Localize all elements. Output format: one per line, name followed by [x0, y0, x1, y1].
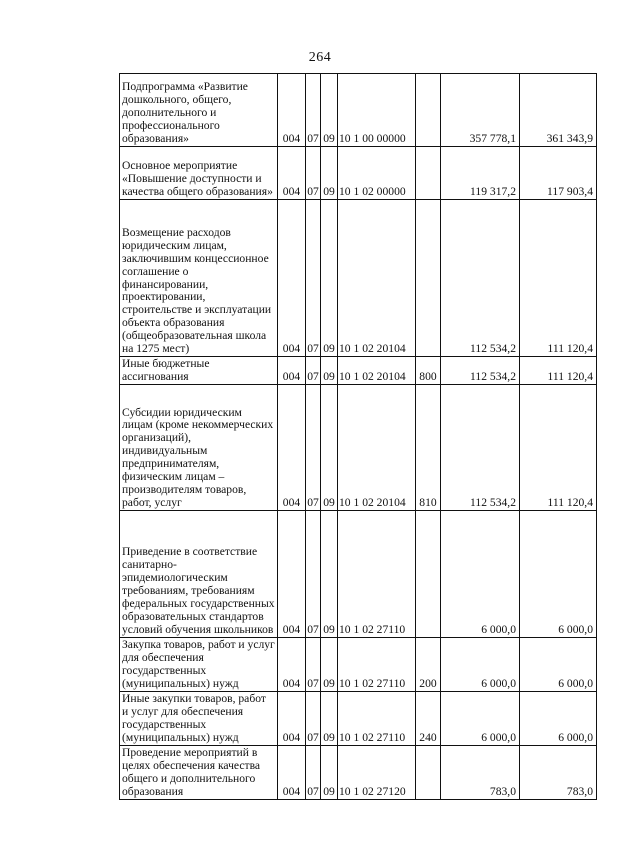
ministry-code-cell: 004 — [278, 74, 306, 147]
target-article-cell: 10 1 02 20104 — [338, 200, 416, 357]
expense-type-cell — [416, 200, 441, 357]
expense-type-cell — [416, 74, 441, 147]
expense-type-cell: 200 — [416, 637, 441, 691]
ministry-code-cell: 004 — [278, 384, 306, 510]
row-name-cell: Иные закупки товаров, работ и услуг для обеспечения государственных (муниципальных) нужд — [120, 691, 278, 745]
amount-year-2-cell: 6 000,0 — [520, 691, 597, 745]
target-article-cell: 10 1 00 00000 — [338, 74, 416, 147]
row-name-cell: Иные бюджетные ассигнования — [120, 357, 278, 385]
subsection-code-cell: 09 — [321, 74, 338, 147]
row-name-cell: Проведение мероприятий в целях обеспечения качества общего и дополнительного образования — [120, 745, 278, 799]
table-row — [120, 147, 597, 200]
section-code-cell: 07 — [306, 691, 321, 745]
budget-table-body — [120, 74, 597, 800]
row-name-cell: Возмещение расходов юридическим лицам, заключившим концессионное соглашение о финансировании, проектировании, строительстве и эксплуатации объекта образования (общеобразовательная школа на 1275 мест) — [120, 200, 278, 357]
amount-year-2-cell: 111 120,4 — [520, 200, 597, 357]
expense-type-cell — [416, 147, 441, 200]
subsection-code-cell: 09 — [321, 357, 338, 385]
target-article-cell: 10 1 02 27110 — [338, 510, 416, 637]
target-article-cell: 10 1 02 20104 — [338, 384, 416, 510]
ministry-code-cell: 004 — [278, 510, 306, 637]
row-name-cell: Закупка товаров, работ и услуг для обеспечения государственных (муниципальных) нужд — [120, 637, 278, 691]
amount-year-1-cell: 6 000,0 — [441, 637, 520, 691]
target-article-cell: 10 1 02 00000 — [338, 147, 416, 200]
amount-year-2-cell: 111 120,4 — [520, 384, 597, 510]
amount-year-2-cell: 783,0 — [520, 745, 597, 799]
amount-year-1-cell: 357 778,1 — [441, 74, 520, 147]
subsection-code-cell: 09 — [321, 510, 338, 637]
section-code-cell: 07 — [306, 384, 321, 510]
table-row — [120, 384, 597, 510]
expense-type-cell — [416, 510, 441, 637]
subsection-code-cell: 09 — [321, 637, 338, 691]
amount-year-2-cell: 117 903,4 — [520, 147, 597, 200]
ministry-code-cell: 004 — [278, 147, 306, 200]
ministry-code-cell: 004 — [278, 691, 306, 745]
amount-year-2-cell: 6 000,0 — [520, 637, 597, 691]
table-row — [120, 510, 597, 637]
section-code-cell: 07 — [306, 510, 321, 637]
section-code-cell: 07 — [306, 147, 321, 200]
table-row — [120, 74, 597, 147]
row-name-cell: Приведение в соответствие санитарно-эпидемиологическим требованиям, требованиям федеральных государственных образовательных стандартов условий обучения школьников — [120, 510, 278, 637]
ministry-code-cell: 004 — [278, 745, 306, 799]
amount-year-1-cell: 112 534,2 — [441, 357, 520, 385]
amount-year-1-cell: 119 317,2 — [441, 147, 520, 200]
ministry-code-cell: 004 — [278, 357, 306, 385]
section-code-cell: 07 — [306, 200, 321, 357]
row-name-cell: Основное мероприятие «Повышение доступности и качества общего образования» — [120, 147, 278, 200]
ministry-code-cell: 004 — [278, 200, 306, 357]
subsection-code-cell: 09 — [321, 691, 338, 745]
subsection-code-cell: 09 — [321, 745, 338, 799]
section-code-cell: 07 — [306, 637, 321, 691]
expense-type-cell: 240 — [416, 691, 441, 745]
amount-year-1-cell: 783,0 — [441, 745, 520, 799]
page-number: 264 — [308, 50, 332, 65]
target-article-cell: 10 1 02 27110 — [338, 637, 416, 691]
table-row — [120, 745, 597, 799]
amount-year-1-cell: 6 000,0 — [441, 510, 520, 637]
table-row — [120, 357, 597, 385]
table-row — [120, 637, 597, 691]
expense-type-cell: 800 — [416, 357, 441, 385]
target-article-cell: 10 1 02 27110 — [338, 691, 416, 745]
row-name-cell: Подпрограмма «Развитие дошкольного, общего, дополнительного и профессионального образования» — [120, 74, 278, 147]
target-article-cell: 10 1 02 20104 — [338, 357, 416, 385]
subsection-code-cell: 09 — [321, 384, 338, 510]
amount-year-1-cell: 112 534,2 — [441, 384, 520, 510]
amount-year-2-cell: 361 343,9 — [520, 74, 597, 147]
subsection-code-cell: 09 — [321, 147, 338, 200]
amount-year-2-cell: 6 000,0 — [520, 510, 597, 637]
ministry-code-cell: 004 — [278, 637, 306, 691]
section-code-cell: 07 — [306, 745, 321, 799]
budget-table — [119, 73, 597, 800]
expense-type-cell: 810 — [416, 384, 441, 510]
amount-year-1-cell: 112 534,2 — [441, 200, 520, 357]
table-row — [120, 691, 597, 745]
section-code-cell: 07 — [306, 357, 321, 385]
row-name-cell: Субсидии юридическим лицам (кроме некоммерческих организаций), индивидуальным предпринимателям, физическим лицам – производителям товаров, работ, услуг — [120, 384, 278, 510]
subsection-code-cell: 09 — [321, 200, 338, 357]
section-code-cell: 07 — [306, 74, 321, 147]
target-article-cell: 10 1 02 27120 — [338, 745, 416, 799]
expense-type-cell — [416, 745, 441, 799]
table-row — [120, 200, 597, 357]
amount-year-1-cell: 6 000,0 — [441, 691, 520, 745]
amount-year-2-cell: 111 120,4 — [520, 357, 597, 385]
